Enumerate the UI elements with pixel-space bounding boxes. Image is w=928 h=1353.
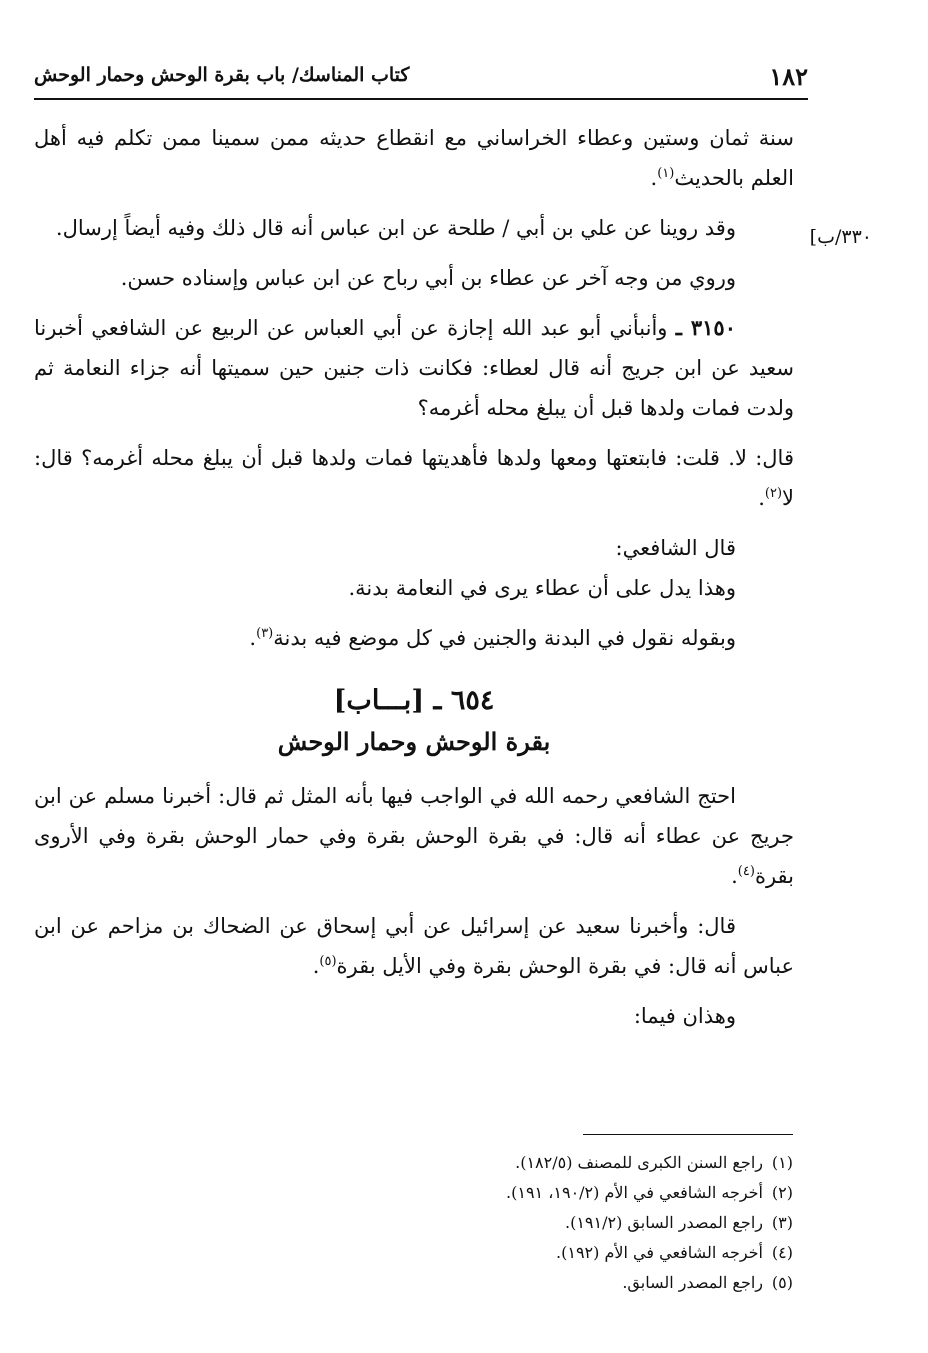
page-number: ١٨٢ (769, 62, 808, 91)
paragraph-2: وقد روينا عن علي بن أبي / طلحة عن ابن عباس أنه قال ذلك وفيه أيضاً إرسال. (55, 216, 736, 240)
chapter-subtitle: بقرة الوحش وحمار الوحش (277, 727, 551, 756)
footnote-1: (١)راجع السنن الكبرى للمصنف (١٨٢/٥). (515, 1153, 793, 1172)
paragraph-7: وهذا يدل على أن عطاء يرى في النعامة بدنة. (348, 576, 736, 600)
margin-folio-note: ٣٣٠/ب] (809, 226, 872, 248)
chapter-paragraph-2: قال: وأخبرنا سعيد عن إسرائيل عن أبي إسحاق عن الضحاك بن مزاحم عن ابن عباس أنه قال: في بقرة الوحش بقرة وفي الأيل بقرة$^{(٥)}$. (34, 914, 794, 978)
footnote-divider (583, 1134, 793, 1135)
footnote-ref-5: (٥) (319, 954, 337, 969)
hadith-3150: ٣١٥٠ ـ وأنبأني أبو عبد الله إجازة عن أبي العباس عن الربيع عن الشافعي أخبرنا سعيد عن ابن جريج أنه قال لعطاء: فكانت ذات جنين حين سميتها أنه جزاء النعامة ثم ولدت فمات ولدها قبل أن يبلغ محله أغرمه؟ (34, 315, 794, 420)
footnote-ref-2: (٢) (764, 486, 783, 501)
footnote-ref-4: (٤) (737, 864, 755, 879)
paragraph-1: سنة ثمان وستين وعطاء الخراساني مع انقطاع حديثه ممن سمينا ممن تكلم فيه أهل العلم بالحديث$^{(١)}$. (34, 126, 794, 190)
footnote-5: (٥)راجع المصدر السابق. (622, 1273, 793, 1292)
footnote-3: (٣)راجع المصدر السابق (١٩١/٢). (564, 1213, 793, 1232)
chapter-paragraph-1: احتج الشافعي رحمه الله في الواجب فيها بأنه المثل ثم قال: أخبرنا مسلم عن ابن جريج عن عطاء أنه قال: في بقرة الوحش بقرة وفي حمار الوحش بقرة وفي الأروى بقرة$^{(٤)}$. (34, 784, 794, 888)
footnotes (173, 1148, 793, 1298)
paragraph-5: قال: لا. قلت: فابتعتها ومعها ولدها فأهديتها فمات ولدها قبل أن يبلغ محله أغرمه؟ قال: لا$^{(٢)}$. (34, 446, 794, 510)
hadith-number: ٣١٥٠ ـ (675, 315, 736, 340)
chapter-paragraph-3: وهذان فيما: (633, 1004, 736, 1028)
main-text (34, 118, 794, 1046)
page-header (34, 58, 808, 100)
footnote-ref-3: (٣) (256, 626, 274, 641)
footnote-2: (٢)أخرجه الشافعي في الأم (١٩٠/٢، ١٩١). (506, 1183, 793, 1202)
chapter-heading: ٦٥٤ ـ [بـــاب] (333, 685, 495, 716)
running-title: كتاب المناسك/ باب بقرة الوحش وحمار الوحش (34, 64, 410, 86)
paragraph-3: وروي من وجه آخر عن عطاء بن أبي رباح عن ابن عباس وإسناده حسن. (120, 266, 736, 290)
footnote-ref-1: (١) (657, 166, 675, 181)
paragraph-8: وبقوله نقول في البدنة والجنين في كل موضع فيه بدنة$^{(٣)}$. (249, 626, 736, 650)
footnote-4: (٤)أخرجه الشافعي في الأم (١٩٢). (556, 1243, 793, 1262)
paragraph-6: قال الشافعي: (615, 536, 736, 560)
